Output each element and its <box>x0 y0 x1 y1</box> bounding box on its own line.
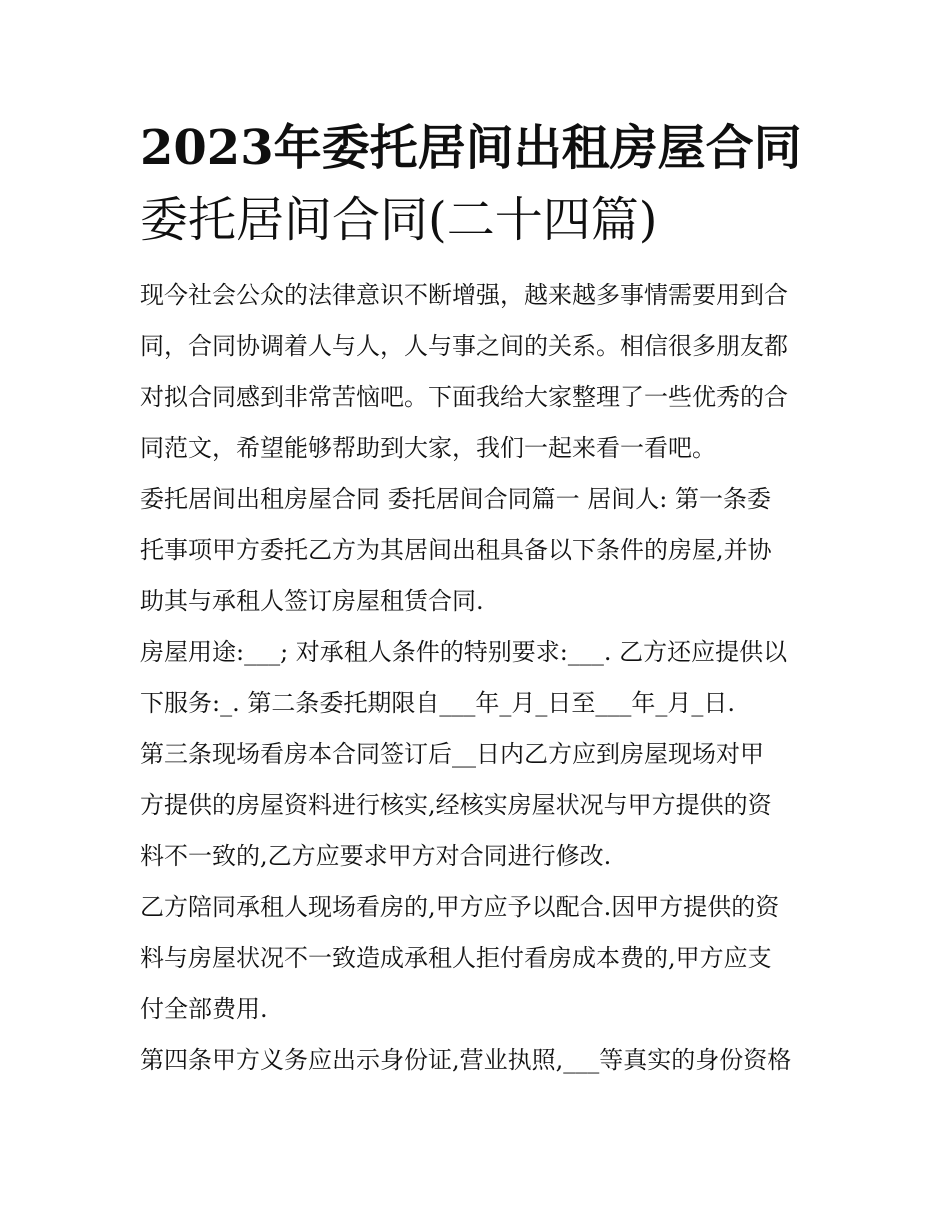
text-line: 同范文，希望能够帮助到大家，我们一起来看一看吧。 <box>140 434 716 462</box>
text-line: 第三条现场看房本合同签订后__日内乙方应到房屋现场对甲 <box>140 740 764 768</box>
paragraph-intro <box>140 270 820 474</box>
title-line-2: 委托居间合同(二十四篇) <box>140 192 658 248</box>
paragraph-viewing <box>140 882 820 1035</box>
text-line: 助其与承租人签订房屋租赁合同. <box>140 587 484 615</box>
text-line: 对拟合同感到非常苦恼吧。下面我给大家整理了一些优秀的合 <box>140 383 788 411</box>
text-line: 委托居间出租房屋合同 委托居间合同篇一 居间人: 第一条委 <box>140 485 771 513</box>
text-line: 方提供的房屋资料进行核实,经核实房屋状况与甲方提供的资 <box>140 791 772 819</box>
text-line: 料与房屋状况不一致造成承租人拒付看房成本费的,甲方应支 <box>140 944 772 972</box>
text-line: 房屋用途:___; 对承租人条件的特别要求:___. 乙方还应提供以 <box>140 638 788 666</box>
document-title <box>140 112 820 256</box>
text-line: 乙方陪同承租人现场看房的,甲方应予以配合.因甲方提供的资 <box>140 893 780 921</box>
text-line: 现今社会公众的法律意识不断增强，越来越多事情需要用到合 <box>140 281 788 309</box>
paragraph-article-2 <box>140 627 820 729</box>
text-line: 付全部费用. <box>140 995 268 1023</box>
text-line: 托事项甲方委托乙方为其居间出租具备以下条件的房屋,并协 <box>140 536 772 564</box>
document-page <box>140 112 820 1086</box>
title-line-1: 2023年委托居间出租房屋合同 <box>140 120 802 176</box>
document-body <box>140 270 820 1086</box>
text-line: 第四条甲方义务应出示身份证,营业执照,___等真实的身份资格 <box>140 1046 792 1074</box>
text-line: 同，合同协调着人与人，人与事之间的关系。相信很多朋友都 <box>140 332 788 360</box>
text-line: 下服务:_. 第二条委托期限自___年_月_日至___年_月_日. <box>140 689 735 717</box>
text-line: 料不一致的,乙方应要求甲方对合同进行修改. <box>140 842 612 870</box>
paragraph-article-3 <box>140 729 820 882</box>
paragraph-article-4 <box>140 1035 820 1086</box>
paragraph-article-1 <box>140 474 820 627</box>
